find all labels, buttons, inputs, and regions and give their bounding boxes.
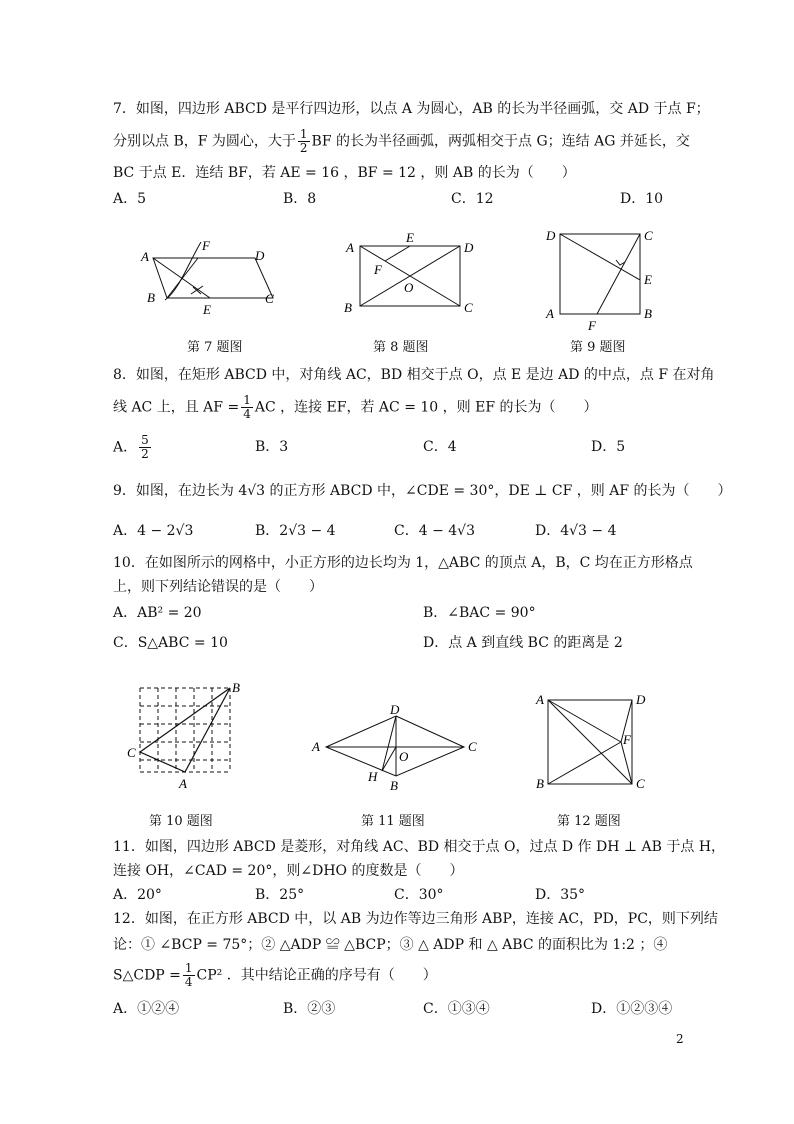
q8-line2-post: AC ，连接 EF，若 AC = 10 ，则 EF 的长为（ ）	[254, 399, 598, 416]
q11-line2: 连接 OH，∠CAD = 20°，则∠DHO 的度数是（ ）	[113, 863, 464, 879]
fig11-label-d: D	[390, 702, 400, 717]
fig12-label-c: C	[636, 776, 645, 791]
fig11-label-c: C	[468, 739, 477, 754]
caption-fig11: 第 11 题图	[361, 814, 425, 829]
q7-option-d: D．10	[620, 191, 664, 207]
fig7-label-b: B	[147, 290, 155, 305]
q8-option-a-fraction	[139, 434, 151, 461]
caption-fig9: 第 9 题图	[570, 340, 626, 355]
q9-option-a: A．4 − 2√3	[113, 523, 194, 539]
figure-10	[122, 680, 252, 794]
q8-option-b: B．3	[255, 439, 289, 455]
q12-fraction	[183, 962, 195, 989]
q12-frac-num: 1	[184, 961, 193, 975]
fig8-label-d: D	[464, 240, 474, 255]
q9-option-b: B．2√3 − 4	[255, 523, 336, 539]
q8-line2	[113, 394, 598, 421]
fig11-label-o: O	[399, 749, 409, 764]
q11-option-a: A．20°	[113, 887, 162, 903]
fig12-label-f: F	[623, 732, 631, 747]
q10-option-a: A．AB² = 20	[113, 605, 202, 621]
q8-option-d: D．5	[591, 439, 626, 455]
fig9-label-e: E	[644, 272, 652, 287]
q8-option-c: C．4	[423, 439, 457, 455]
q9-line1: 9．如图，在边长为 4√3 的正方形 ABCD 中，∠CDE = 30°，DE ⊥ CF ，则 AF 的长为（ ）	[113, 483, 732, 499]
q8-line1: 8．如图，在矩形 ABCD 中，对角线 AC，BD 相交于点 O，点 E 是边 AD 的中点，点 F 在对角	[113, 367, 715, 383]
page-number: 2	[676, 1032, 684, 1046]
fig9-label-b: B	[644, 306, 652, 321]
q11-option-c: C．30°	[394, 887, 444, 903]
figure-9	[540, 222, 670, 334]
q10-line1: 10．在如图所示的网格中，小正方形的边长均为 1，△ABC 的顶点 A，B，C 均在正方形格点	[113, 555, 693, 571]
q11-option-d: D．35°	[535, 887, 586, 903]
q7-option-c: C．12	[451, 191, 494, 207]
fig11-label-b: B	[390, 778, 398, 793]
figure-12	[530, 690, 660, 796]
q7-option-b: B．8	[283, 191, 317, 207]
q10-option-d: D．点 A 到直线 BC 的距离是 2	[423, 635, 623, 651]
fig10-label-c: C	[127, 745, 136, 760]
fig10-label-a: A	[179, 776, 187, 791]
fig8-label-c: C	[464, 300, 473, 315]
fig7-label-a: A	[141, 249, 149, 264]
figure-11	[306, 702, 486, 794]
fig9-label-d: D	[546, 228, 556, 243]
fig8-label-e: E	[406, 230, 414, 245]
q7-line3: BC 于点 E．连结 BF，若 AE = 16 ，BF = 12 ，则 AB 的长为（ ）	[113, 165, 576, 181]
q10-line2: 上，则下列结论错误的是（ ）	[113, 579, 323, 595]
q12-option-b: B．②③	[283, 1001, 336, 1017]
q7-line2-post: BF 的长为半径画弧，两弧相交于点 G；连结 AG 并延长，交	[311, 133, 690, 150]
q8-frac-num: 1	[243, 393, 251, 407]
fig10-label-b: B	[232, 680, 240, 695]
q8-frac-den: 4	[243, 407, 251, 421]
fig8-label-o: O	[404, 280, 414, 295]
q11-line1: 11．如图，四边形 ABCD 是菱形，对角线 AC、BD 相交于点 O，过点 D 作 DH ⊥ AB 于点 H，	[113, 839, 726, 855]
fig9-label-f: F	[588, 318, 596, 333]
caption-fig12: 第 12 题图	[557, 814, 621, 829]
q12-option-a: A．①②④	[113, 1001, 180, 1017]
q12-line3-post: CP² ．其中结论正确的序号有（ ）	[196, 967, 437, 984]
fig12-label-d: D	[636, 692, 646, 707]
fig7-label-c: C	[265, 291, 274, 306]
fig9-label-c: C	[644, 228, 653, 243]
fig8-label-a: A	[346, 240, 354, 255]
caption-fig8: 第 8 题图	[373, 340, 429, 355]
q12-option-c: C．①③④	[423, 1001, 490, 1017]
caption-fig7: 第 7 题图	[187, 340, 243, 355]
q12-line2: 论：① ∠BCP = 75°；② △ADP ≌ △BCP；③ △ ADP 和 △ ABC 的面积比为 1:2 ；④	[113, 937, 668, 953]
q8-option-a-den: 2	[141, 447, 149, 461]
q7-line1: 7．如图，四边形 ABCD 是平行四边形，以点 A 为圆心，AB 的长为半径画弧，交 AD 于点 F；	[113, 101, 710, 117]
q8-line2-pre: 线 AC 上，且 AF =	[113, 399, 240, 416]
q11-option-b: B．25°	[255, 887, 305, 903]
q8-option-a-num: 5	[141, 433, 149, 447]
q7-frac-num: 1	[299, 127, 308, 141]
fig8-label-b: B	[344, 300, 352, 315]
figure-8	[340, 230, 490, 322]
fig7-label-f: F	[202, 238, 210, 253]
fig11-label-a: A	[312, 739, 320, 754]
q7-frac-den: 2	[299, 141, 308, 155]
q7-line2	[113, 128, 690, 155]
figure-7	[135, 232, 285, 322]
q10-option-b: B．∠BAC = 90°	[423, 605, 536, 621]
q9-option-c: C．4 − 4√3	[394, 523, 475, 539]
caption-fig10: 第 10 题图	[149, 814, 213, 829]
fig9-label-a: A	[546, 306, 554, 321]
fig7-label-d: D	[255, 248, 265, 263]
q12-line1: 12．如图，在正方形 ABCD 中，以 AB 为边作等边三角形 ABP，连接 AC，PD，PC，则下列结	[113, 911, 718, 927]
q7-line2-pre: 分别以点 B，F 为圆心，大于	[113, 133, 296, 150]
q8-fraction	[241, 394, 253, 421]
fig12-label-a: A	[536, 692, 544, 707]
q8-option-a	[113, 434, 153, 461]
q8-option-a-prefix: A．	[113, 439, 138, 456]
q7-fraction	[298, 128, 310, 155]
fig8-label-f: F	[374, 262, 382, 277]
q12-option-d: D．①②③④	[591, 1001, 673, 1017]
q12-frac-den: 4	[184, 975, 193, 989]
q12-line3	[113, 962, 437, 989]
q12-line3-pre: S△CDP =	[113, 967, 181, 984]
fig7-label-e: E	[203, 302, 211, 317]
fig11-label-h: H	[368, 769, 378, 784]
q7-option-a: A．5	[113, 191, 147, 207]
q10-option-c: C．S△ABC = 10	[113, 635, 228, 651]
q9-option-d: D．4√3 − 4	[535, 523, 617, 539]
fig12-label-b: B	[536, 776, 544, 791]
